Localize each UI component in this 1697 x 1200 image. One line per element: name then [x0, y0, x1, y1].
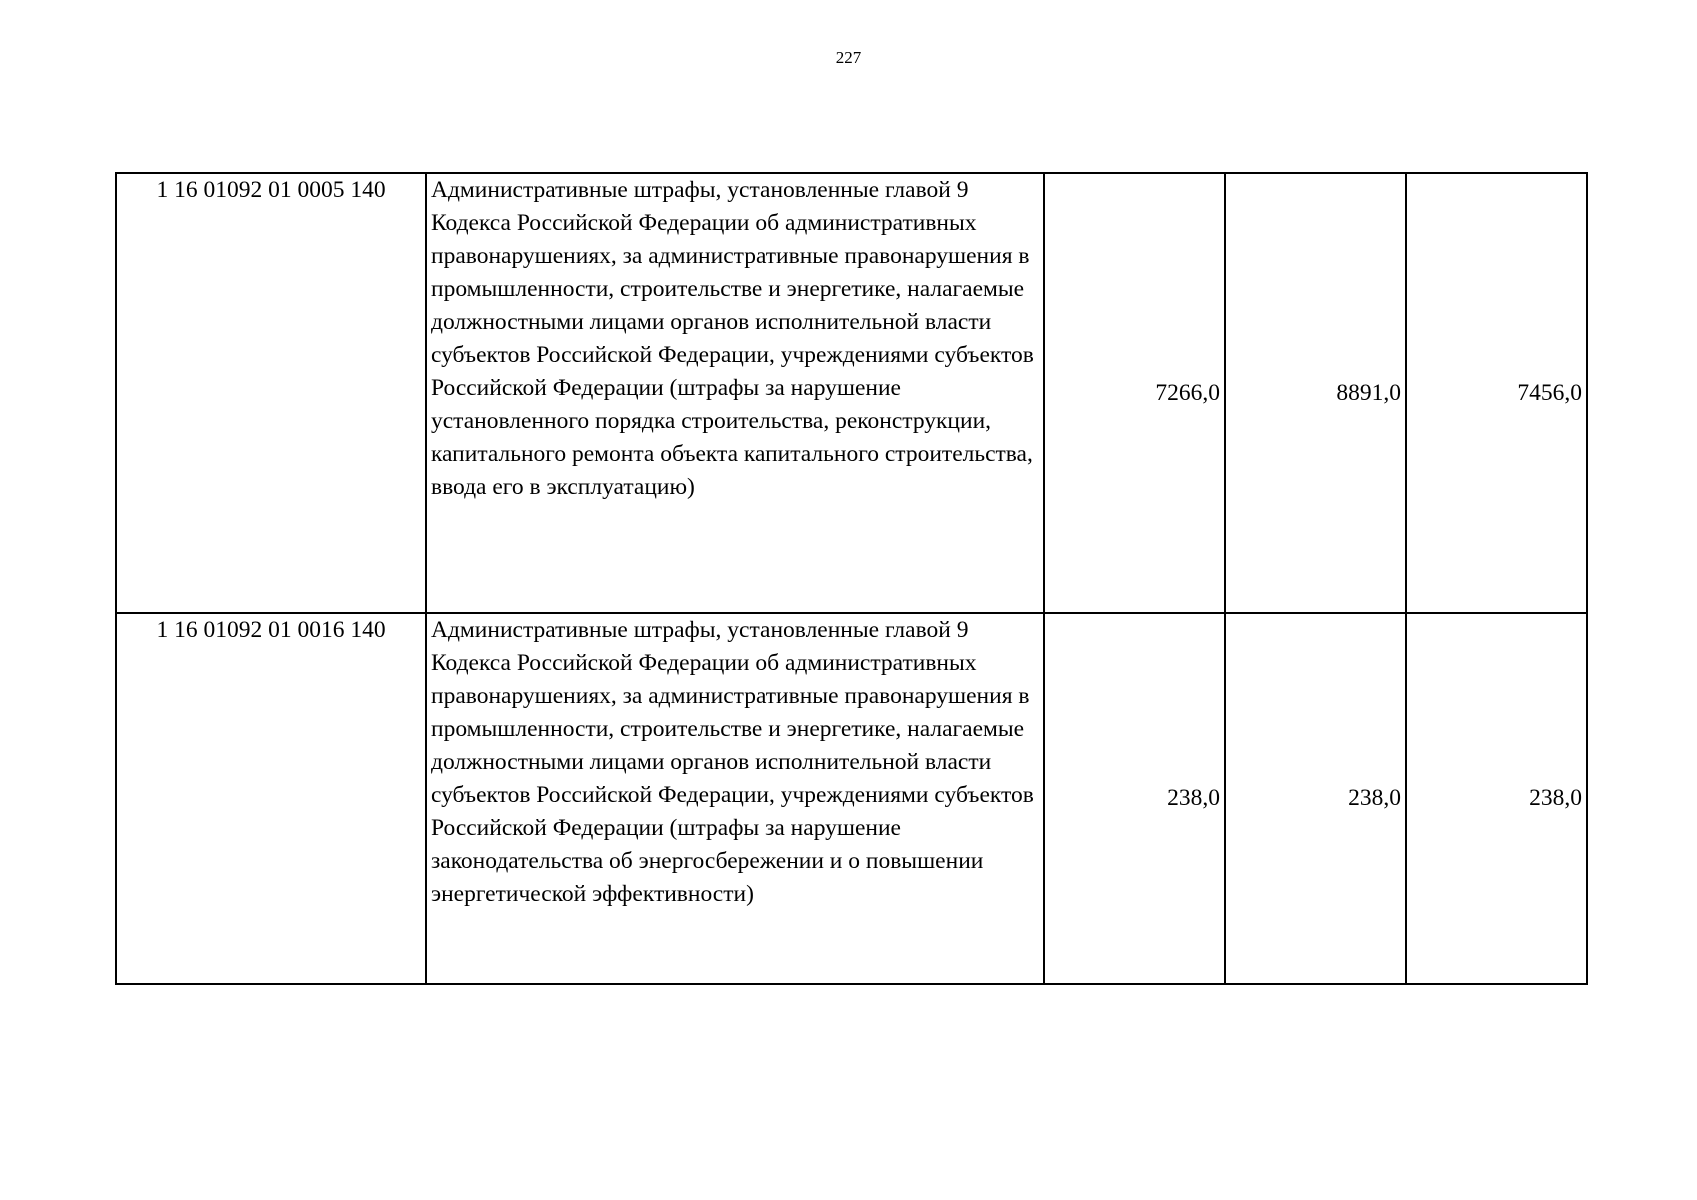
- value-cell-year-2: 8891,0: [1225, 173, 1406, 613]
- description-cell: Административные штрафы, установленные главой 9 Кодекса Российской Федерации об административных правонарушениях, за административные правонарушения в промышленности, строительстве и энергетике, налагаемые должностными лицами органов исполнительной власти субъектов Российской Федерации, учреждениями субъектов Российской Федерации (штрафы за нарушение законодательства об энергосбережении и о повышении энергетической эффективности): [426, 613, 1044, 984]
- value-cell-year-2: 238,0: [1225, 613, 1406, 984]
- value-cell-year-1: 238,0: [1044, 613, 1225, 984]
- page-number: 227: [835, 48, 862, 67]
- value-cell-year-3: 238,0: [1406, 613, 1587, 984]
- budget-code-cell: 1 16 01092 01 0005 140: [116, 173, 426, 613]
- value-cell-year-3: 7456,0: [1406, 173, 1587, 613]
- description-cell: Административные штрафы, установленные главой 9 Кодекса Российской Федерации об административных правонарушениях, за административные правонарушения в промышленности, строительстве и энергетике, налагаемые должностными лицами органов исполнительной власти субъектов Российской Федерации, учреждениями субъектов Российской Федерации (штрафы за нарушение установленного порядка строительства, реконструкции, капитального ремонта объекта капитального строительства, ввода его в эксплуатацию): [426, 173, 1044, 613]
- budget-code-cell: 1 16 01092 01 0016 140: [116, 613, 426, 984]
- table-row: [116, 613, 1587, 984]
- budget-table: [115, 172, 1588, 985]
- value-cell-year-1: 7266,0: [1044, 173, 1225, 613]
- table-row: [116, 173, 1587, 613]
